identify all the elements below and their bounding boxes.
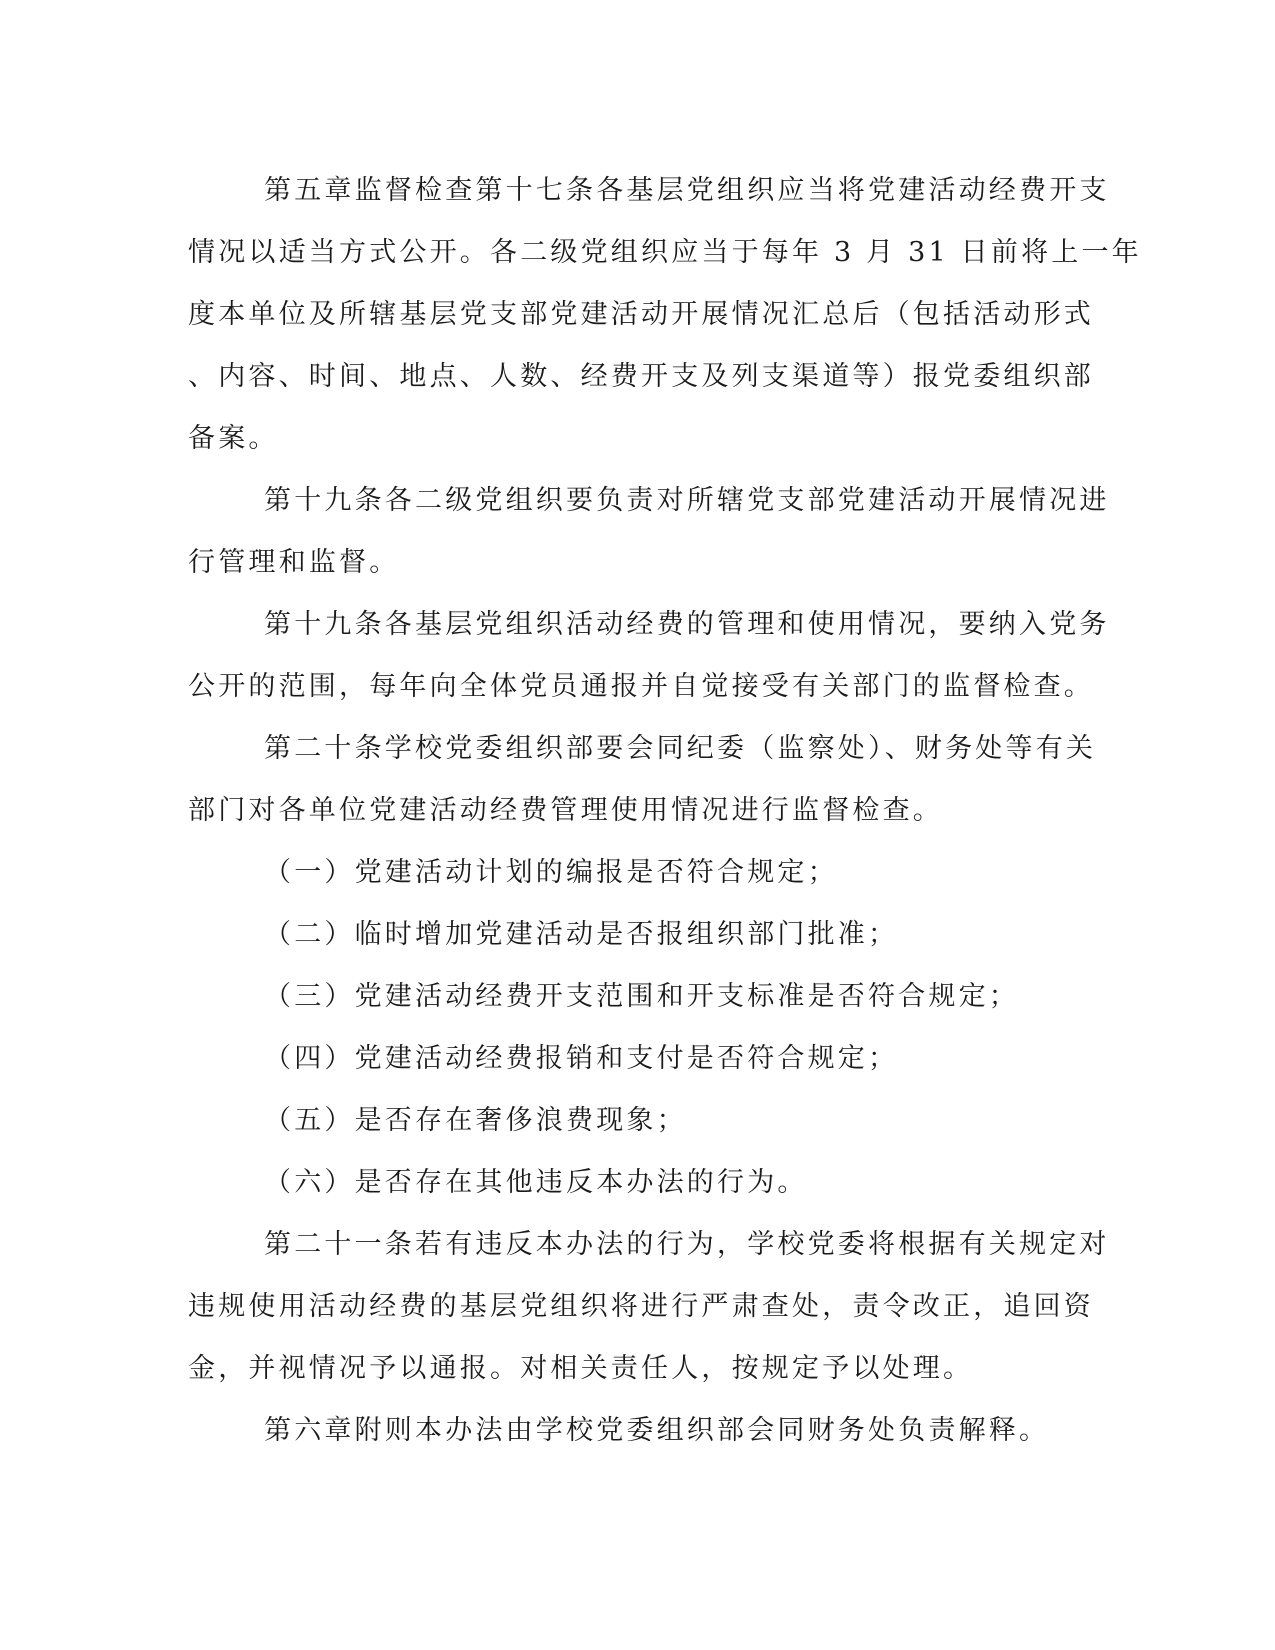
list-item: （二）临时增加党建活动是否报组织部门批准； [264, 919, 899, 950]
text-line: 第六章附则本办法由学校党委组织部会同财务处负责解释。 [264, 1415, 1050, 1446]
text-line: 第十九条各二级党组织要负责对所辖党支部党建活动开展情况进 [264, 485, 1110, 516]
text-line: 备案。 [188, 423, 279, 454]
list-item: （四）党建活动经费报销和支付是否符合规定； [264, 1043, 899, 1074]
list-item: （三）党建活动经费开支范围和开支标准是否符合规定； [264, 981, 1019, 1012]
text-line: 行管理和监督。 [188, 547, 400, 578]
text-line: 度本单位及所辖基层党支部党建活动开展情况汇总后（包括活动形式 [188, 299, 1094, 330]
text-line: 第五章监督检查第十七条各基层党组织应当将党建活动经费开支 [264, 175, 1110, 206]
text-line: 违规使用活动经费的基层党组织将进行严肃查处，责令改正，追回资 [188, 1291, 1094, 1322]
text-line: 第二十一条若有违反本办法的行为，学校党委将根据有关规定对 [264, 1229, 1110, 1260]
text-line: 公开的范围，每年向全体党员通报并自觉接受有关部门的监督检查。 [188, 671, 1094, 702]
text-line: 、内容、时间、地点、人数、经费开支及列支渠道等）报党委组织部 [188, 361, 1094, 392]
text-line: 第二十条学校党委组织部要会同纪委（监察处）、财务处等有关 [264, 733, 1097, 764]
list-item: （一）党建活动计划的编报是否符合规定； [264, 857, 838, 888]
list-item: （六）是否存在其他违反本办法的行为。 [264, 1167, 808, 1198]
list-item: （五）是否存在奢侈浪费现象； [264, 1105, 687, 1136]
document-body [188, 160, 1142, 1462]
text-line: 金，并视情况予以通报。对相关责任人，按规定予以处理。 [188, 1353, 974, 1384]
text-line: 部门对各单位党建活动经费管理使用情况进行监督检查。 [188, 795, 943, 826]
text-line: 第十九条各基层党组织活动经费的管理和使用情况，要纳入党务 [264, 609, 1110, 640]
text-line: 情况以适当方式公开。各二级党组织应当于每年 3 月 31 日前将上一年 [188, 237, 1142, 268]
